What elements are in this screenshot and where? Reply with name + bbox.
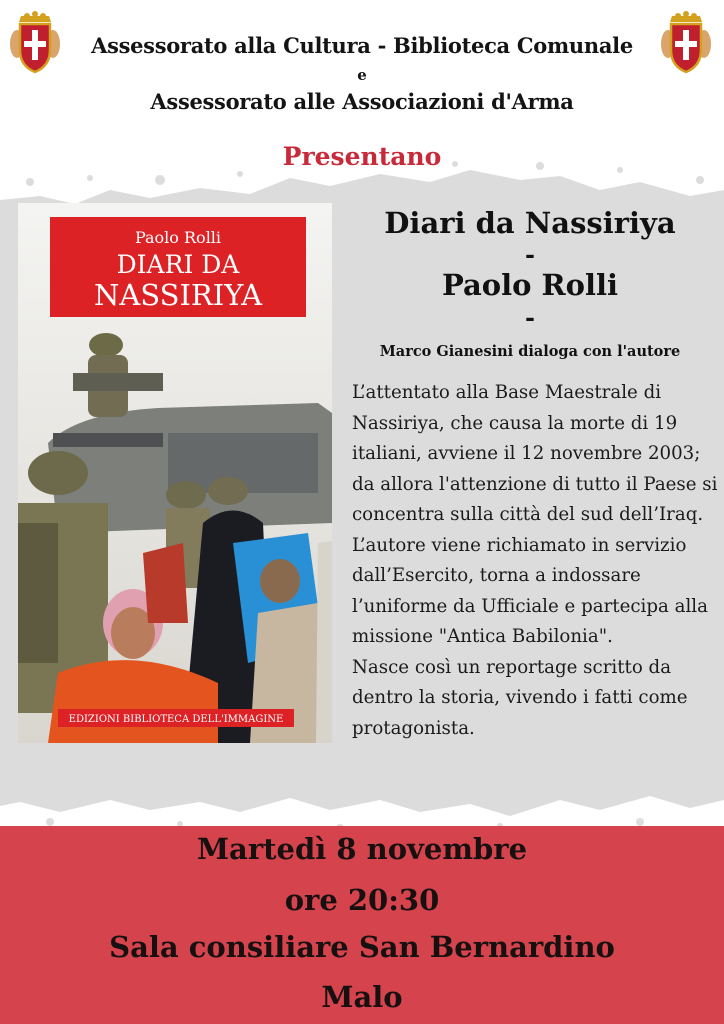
event-subtitle: Marco Gianesini dialoga con l'autore (379, 343, 681, 360)
cover-author: Paolo Rolli (134, 228, 222, 247)
description-paragraph: L’attentato alla Base Maestrale di Nassiriya, che causa la morte di 19 italiani, avviene il 12 novembre 2003; da allora l'attenzione di tutto il Paese si concentra sulla città del sud dell’Iraq. (352, 382, 718, 525)
title-separator: - (525, 303, 535, 332)
description-paragraph: Nasce così un reportage scritto da dentro la storia, vivendo i fatti come protagonista. (352, 656, 688, 739)
book-cover-image (18, 203, 332, 743)
title-separator: - (525, 240, 535, 269)
cover-title-line1: DIARI DA (116, 250, 240, 279)
event-date: Martedì 8 novembre (196, 832, 528, 866)
description-paragraph: L’autore viene richiamato in servizio dall’Esercito, torna a indossare l’uniforme da Ufficiale e partecipa alla missione "Antica Babilonia". (352, 534, 708, 647)
event-time: ore 20:30 (284, 883, 440, 917)
organizer-line-1: Assessorato alla Cultura - Biblioteca Comunale (91, 33, 633, 58)
event-description (352, 378, 722, 744)
organizer-conjunction: e (357, 66, 367, 84)
cover-publisher: EDIZIONI BIBLIOTECA DELL'IMMAGINE (68, 714, 284, 725)
event-book-title: Diari da Nassiriya (384, 206, 676, 240)
event-author: Paolo Rolli (441, 268, 619, 302)
presenting-label: Presentano (282, 142, 442, 171)
organizer-line-2: Assessorato alle Associazioni d'Arma (150, 89, 574, 114)
cover-title-line2: NASSIRIYA (93, 278, 263, 312)
event-town: Malo (321, 980, 403, 1014)
event-venue: Sala consiliare San Bernardino (109, 930, 615, 964)
